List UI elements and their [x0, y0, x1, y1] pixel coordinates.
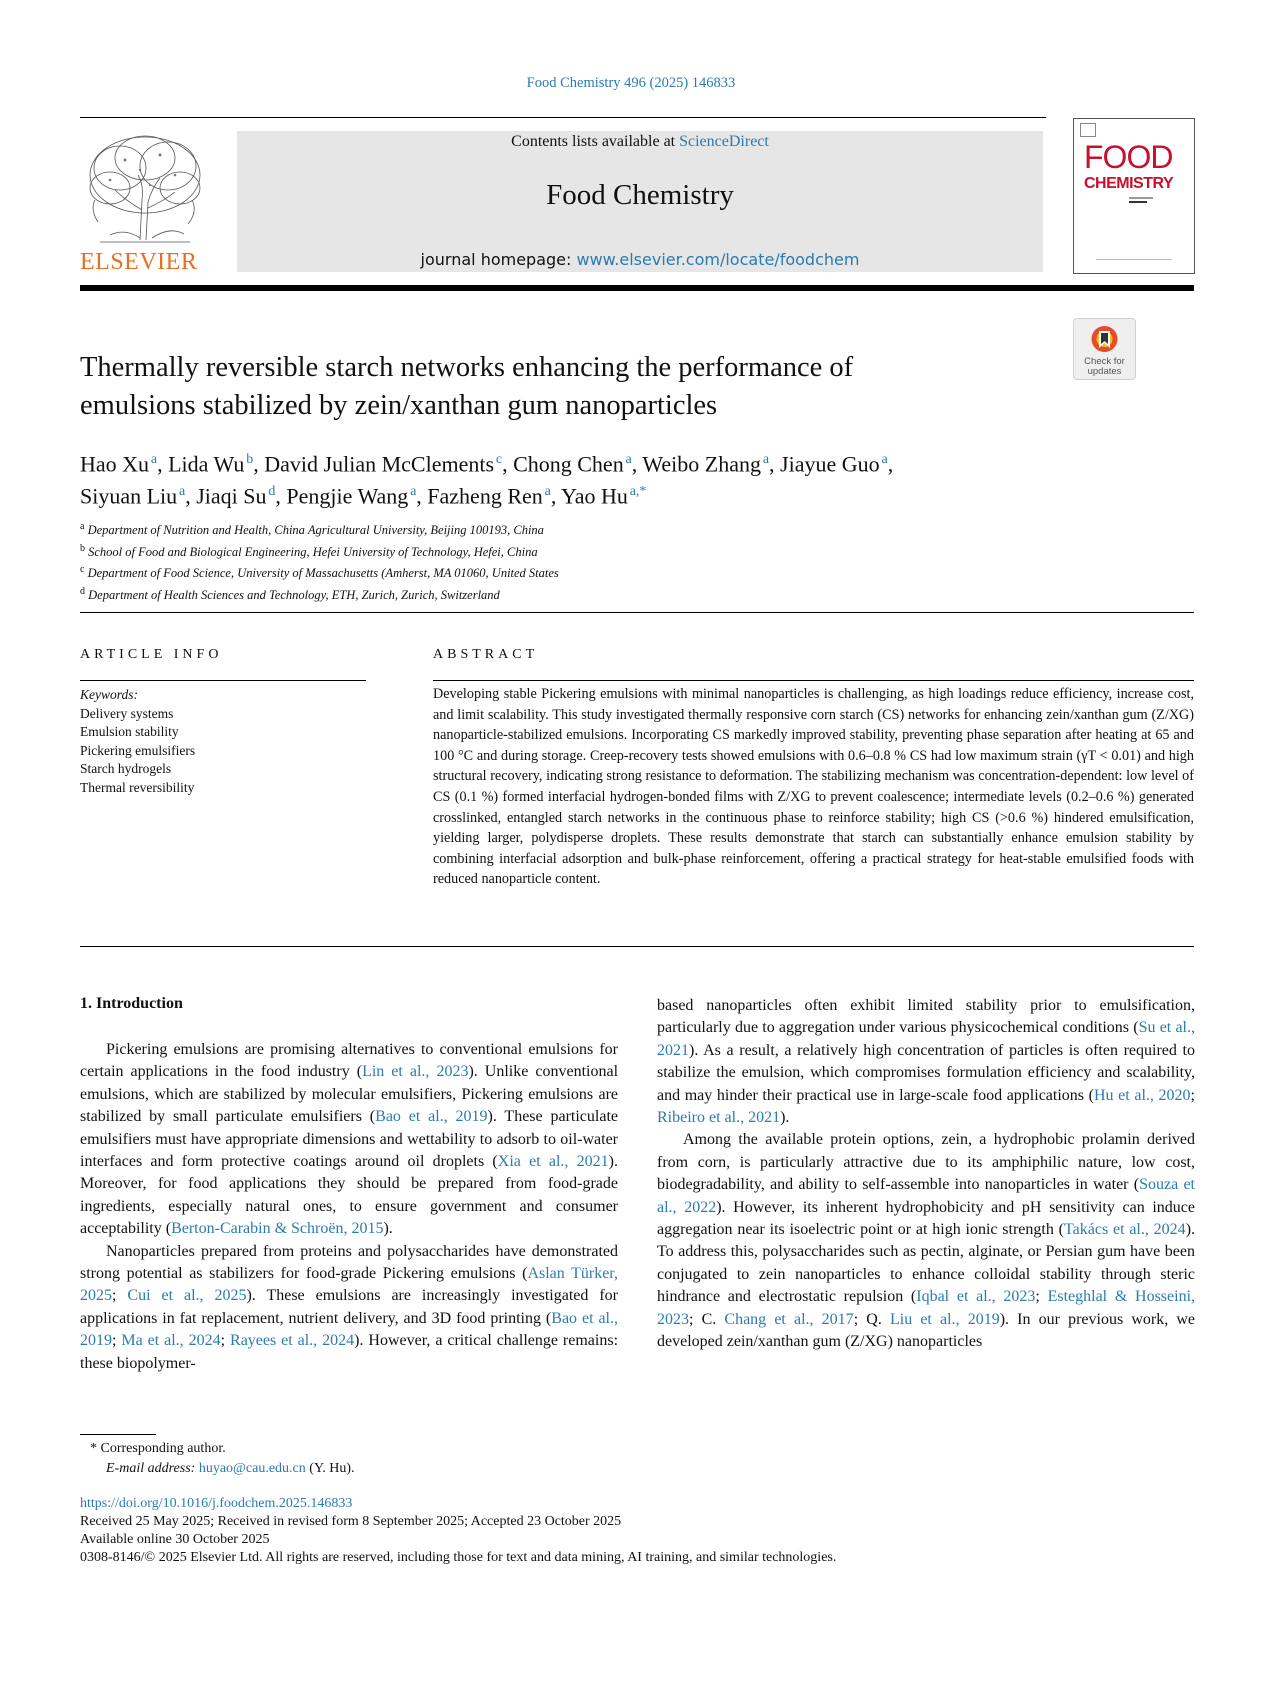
affiliation-text: Department of Health Sciences and Technology, ETH, Zurich, Zurich, Switzerland — [88, 588, 500, 603]
citation-link[interactable]: Cui et al., 2025 — [127, 1287, 247, 1305]
top-rule — [80, 117, 1046, 118]
cover-title-food: FOOD — [1084, 139, 1173, 175]
paragraph-text: Among the available protein options, zein, a hydrophobic prolamin derived from corn, is particularly attractive due to its amphiphilic nature, low cost, biodegradability, and ability to self-assemble into nanoparticles in water ( — [657, 1131, 1195, 1194]
author-affil-sup[interactable]: a — [150, 452, 158, 467]
citation-link[interactable]: Aslan Türker, 2025 — [80, 1265, 618, 1305]
paragraph-text: ; — [112, 1287, 128, 1305]
paragraph-text: ). These particulate emulsifiers must have appropriate dimensions and wettability to adsorb to oil-water interfaces and form protective coatings around oil droplets ( — [80, 1108, 618, 1171]
email-label: E-mail address: — [106, 1461, 196, 1476]
abstract-text: Developing stable Pickering emulsions with minimal nanoparticles is challenging, as high loadings reduce efficiency, increase cost, and limit scalability. This study investigated thermally responsive corn starch (CS) networks for enhancing zein/xanthan gum (Z/XG) nanoparticle-stabilized emulsions. Incorporating CS markedly improved stability, preventing phase separation after heating at 65 and 100 °C and during storage. Creep-recovery tests showed emulsions with 0.6–0.8 % CS had low maximum strain (γT < 0.01) and high structural recovery, indicating strong resistance to deformation. The stabilizing mechanism was concentration-dependent: low level of CS (0.1 %) formed interfacial hydrogen-bonded films with Z/XG to prevent coalescence; intermediate levels (0.2–0.6 %) generated crosslinked, entangled starch networks in the continuous phase to reinforce stability; high CS (>0.6 %) hindered emulsification, yielding larger, polydisperse droplets. These results demonstrate that starch can substantially enhance emulsion stability by combining interfacial adsorption and bulk-phase reinforcement, offering a practical strategy for heat-stable emulsified foods with reduced nanoparticle content. — [433, 686, 1194, 888]
cover-logo-icon — [1080, 123, 1096, 137]
affiliation-line — [80, 518, 559, 540]
citation-link[interactable]: Chang et al., 2017 — [724, 1310, 854, 1328]
author-name[interactable]: Siyuan Liu — [80, 483, 178, 509]
affiliation-text: Department of Food Science, University of Massachusetts (Amherst, MA 01060, United States — [87, 566, 559, 581]
introduction-heading: 1. Introduction — [80, 995, 183, 1012]
citation-link[interactable]: Bao et al., 2019 — [80, 1309, 618, 1350]
received-dates: Received 25 May 2025; Received in revised form 8 September 2025; Accepted 23 October 2025 — [80, 1514, 622, 1529]
intro-paragraph-4 — [657, 1129, 1195, 1353]
author-affil-sup[interactable]: a,* — [629, 484, 647, 500]
paragraph-text: ). — [383, 1220, 393, 1238]
paragraph-text: ). However, a critical challenge remains: these biopolymer- — [80, 1332, 619, 1372]
article-title — [80, 349, 1040, 425]
footnote-rule — [80, 1434, 156, 1435]
citation-link[interactable]: Takács et al., 2024 — [1064, 1221, 1186, 1239]
keyword-item: Thermal reversibility — [80, 779, 195, 795]
citation-link[interactable]: Rayees et al., 2024 — [230, 1332, 355, 1350]
homepage-link[interactable]: www.elsevier.com/locate/foodchem — [576, 250, 860, 269]
affiliation-line — [80, 540, 559, 562]
paragraph-text: ; — [112, 1332, 122, 1350]
paragraph-text: ). Unlike conventional emulsions, which are stabilized by molecular emulsifiers, Pickering emulsions are stabilized by small particulate emulsifiers ( — [80, 1063, 619, 1126]
affiliation-line — [80, 583, 559, 605]
author-name[interactable]: Jiayue Guo — [780, 451, 880, 477]
author-affil-sup[interactable]: a — [179, 484, 186, 500]
citation-link[interactable]: Liu et al., 2019 — [889, 1310, 1000, 1328]
intro-paragraph-1 — [80, 1039, 618, 1241]
running-head[interactable]: Food Chemistry 496 (2025) 146833 — [526, 75, 736, 91]
author-affil-sup[interactable]: a — [881, 452, 888, 467]
paragraph-text: ). In our previous work, we developed zein/xanthan gum (Z/XG) nanoparticles — [657, 1310, 1196, 1351]
journal-cover[interactable] — [1073, 118, 1195, 274]
elsevier-tree-logo — [80, 130, 210, 248]
email-link[interactable]: huyao@cau.edu.cn — [198, 1461, 306, 1476]
corresponding-footnote — [80, 1439, 355, 1479]
author-name[interactable]: Weibo Zhang — [642, 451, 761, 477]
abstract-heading: ABSTRACT — [433, 647, 539, 662]
keywords-block — [80, 686, 195, 798]
corresponding-author: * Corresponding author. — [90, 1441, 226, 1456]
paragraph-text: Nanoparticles prepared from proteins and polysaccharides have demonstrated strong potential as stabilizers for food-grade Pickering emulsions ( — [80, 1242, 618, 1283]
author-affil-sup[interactable]: a — [762, 452, 770, 467]
author-affil-sup[interactable]: a — [410, 484, 417, 500]
author-affil-sup[interactable]: a — [625, 452, 632, 467]
affiliation-text: School of Food and Biological Engineering, Hefei University of Technology, Hefei, China — [88, 544, 538, 559]
section-rule — [80, 612, 1194, 613]
affiliations — [80, 518, 559, 605]
citation-link[interactable]: Ma et al., 2024 — [121, 1332, 221, 1350]
crossmark-icon — [1074, 321, 1135, 359]
paragraph-text: ; C. — [689, 1310, 725, 1328]
cover-editor-name — [1129, 201, 1147, 203]
available-online: Available online 30 October 2025 — [80, 1532, 270, 1547]
cover-editor-line — [1129, 197, 1153, 199]
citation-link[interactable]: Lin et al., 2023 — [362, 1063, 469, 1081]
abstract-rule — [433, 680, 1194, 681]
author-name[interactable]: Chong Chen — [513, 451, 624, 477]
affiliation-text: Department of Nutrition and Health, China Agricultural University, Beijing 100193, China — [87, 523, 544, 538]
author-affil-sup[interactable]: a — [544, 484, 551, 500]
email-line — [80, 1459, 355, 1479]
paragraph-text: ). These emulsions are increasingly investigated for applications in fat replacement, nutrient delivery, and 3D food printing ( — [80, 1287, 618, 1327]
check-for-updates-badge[interactable] — [1073, 318, 1136, 380]
title-line-1: Thermally reversible starch networks enhancing the performance of — [80, 352, 854, 383]
citation-link[interactable]: Hu et al., 2020 — [1093, 1086, 1191, 1104]
citation-link[interactable]: Ribeiro et al., 2021 — [657, 1109, 781, 1127]
crossmark-label: Check for updates — [1084, 356, 1125, 377]
abstract-bottom-rule — [80, 946, 1194, 947]
left-column — [80, 1039, 618, 1375]
keyword-item: Starch hydrogels — [80, 761, 172, 777]
homepage-line — [237, 250, 1043, 269]
paragraph-text: ). As a result, a relatively high concentration of particles is often required to stabilize the emulsion, which compromises formulation efficiency and scalability, and may hinder their practical use in large-scale food applications ( — [657, 1041, 1195, 1104]
paragraph-text: ). Moreover, for food applications they should be prepared from food-grade ingredients, especially natural ones, to ensure government and consumer acceptability ( — [80, 1153, 618, 1238]
elsevier-wordmark: ELSEVIER — [80, 249, 198, 275]
citation-link[interactable]: Bao et al., 2019 — [375, 1108, 488, 1126]
citation-link[interactable]: Souza et al., 2022 — [657, 1176, 1195, 1216]
author-name[interactable]: Hao Xu — [80, 451, 150, 477]
keywords-label: Keywords: — [80, 687, 138, 702]
author-list: Hao Xu $^a$, Lida Wu $^b$, David Julian McClements $^c$, Chong Chen $^a$, Weibo Zhang $^a$, Jiayue Guo $^a$, Siyuan Liu $^a$, Jiaqi Su $^d$, Pengjie Wang $^a$, Fazheng Ren $^a$, Yao Hu $^{a,*}$ — [80, 451, 894, 509]
keyword-item: Emulsion stability — [80, 724, 179, 740]
citation-link[interactable]: Su et al., 2021 — [657, 1019, 1195, 1059]
author-name[interactable]: Fazheng Ren — [427, 483, 543, 509]
paragraph-text: ). However, its inherent hydrophobicity and pH sensitivity can induce aggregation near its isoelectric point or at high ionic strength ( — [657, 1198, 1196, 1239]
doi-link[interactable]: https://doi.org/10.1016/j.foodchem.2025.146833 — [80, 1496, 353, 1511]
article-info-rule — [80, 680, 366, 681]
copyright-line: 0308-8146/© 2025 Elsevier Ltd. All rights are reserved, including those for text and data mining, AI training, and similar technologies. — [80, 1550, 837, 1565]
paragraph-text: ; Q. — [853, 1310, 890, 1328]
affiliation-sup: b — [80, 542, 85, 554]
affiliation-line — [80, 561, 559, 583]
homepage-prefix: journal homepage: — [420, 250, 577, 269]
title-line-2: emulsions stabilized by zein/xanthan gum nanoparticles — [80, 390, 718, 421]
citation-link[interactable]: Berton-Carabin & Schroën, 2015 — [171, 1220, 384, 1238]
cover-footer-line — [1096, 259, 1172, 260]
affiliation-sup: c — [80, 564, 85, 576]
paragraph-text: ). — [780, 1109, 790, 1127]
intro-paragraph-2 — [80, 1241, 618, 1375]
author-affil-sup[interactable]: b — [246, 452, 254, 467]
journal-name: Food Chemistry — [546, 179, 734, 211]
author-affil-sup[interactable]: d — [268, 484, 276, 500]
author-name[interactable]: Yao Hu — [561, 483, 628, 509]
intro-paragraph-3 — [657, 995, 1195, 1129]
author-name[interactable]: Pengjie Wang — [286, 483, 409, 509]
contents-line — [237, 133, 1043, 151]
contents-prefix: Contents lists available at — [511, 133, 680, 150]
paragraph-text: based nanoparticles often exhibit limited stability prior to emulsification, particularly due to aggregation under various physicochemical conditions ( — [657, 997, 1195, 1037]
author-name[interactable]: David Julian McClements — [264, 451, 495, 477]
right-column — [657, 995, 1195, 1354]
sciencedirect-link[interactable]: ScienceDirect — [679, 133, 769, 150]
cover-title-chemistry: CHEMISTRY — [1084, 175, 1174, 192]
keyword-item: Delivery systems — [80, 705, 174, 721]
paragraph-text: ). To address this, polysaccharides such as pectin, alginate, or Persian gum have been conjugated to zein nanoparticles to enhance colloidal stability through steric hindrance and electrostatic repulsion ( — [657, 1221, 1196, 1306]
author-name[interactable]: Jiaqi Su — [196, 483, 267, 509]
paragraph-text: Pickering emulsions are promising alternatives to conventional emulsions for certain applications in the food industry ( — [80, 1041, 618, 1081]
citation-link[interactable]: Iqbal et al., 2023 — [916, 1288, 1036, 1306]
header-thick-rule — [80, 285, 1194, 291]
author-name[interactable]: Lida Wu — [168, 451, 245, 477]
affiliation-sup: d — [80, 585, 85, 597]
affiliation-sup: a — [80, 521, 85, 532]
paragraph-text: ; — [220, 1332, 231, 1350]
citation-link[interactable]: Xia et al., 2021 — [497, 1153, 609, 1171]
publication-info — [80, 1495, 836, 1567]
article-info-heading: ARTICLE INFO — [80, 647, 223, 662]
paragraph-text: ; — [1190, 1086, 1195, 1104]
keyword-item: Pickering emulsifiers — [80, 742, 196, 758]
citation-link[interactable]: Esteghlal & Hosseini, 2023 — [657, 1288, 1196, 1328]
author-affil-sup[interactable]: c — [495, 452, 503, 467]
paragraph-text: ; — [1035, 1288, 1048, 1306]
email-suffix: (Y. Hu). — [305, 1461, 355, 1476]
